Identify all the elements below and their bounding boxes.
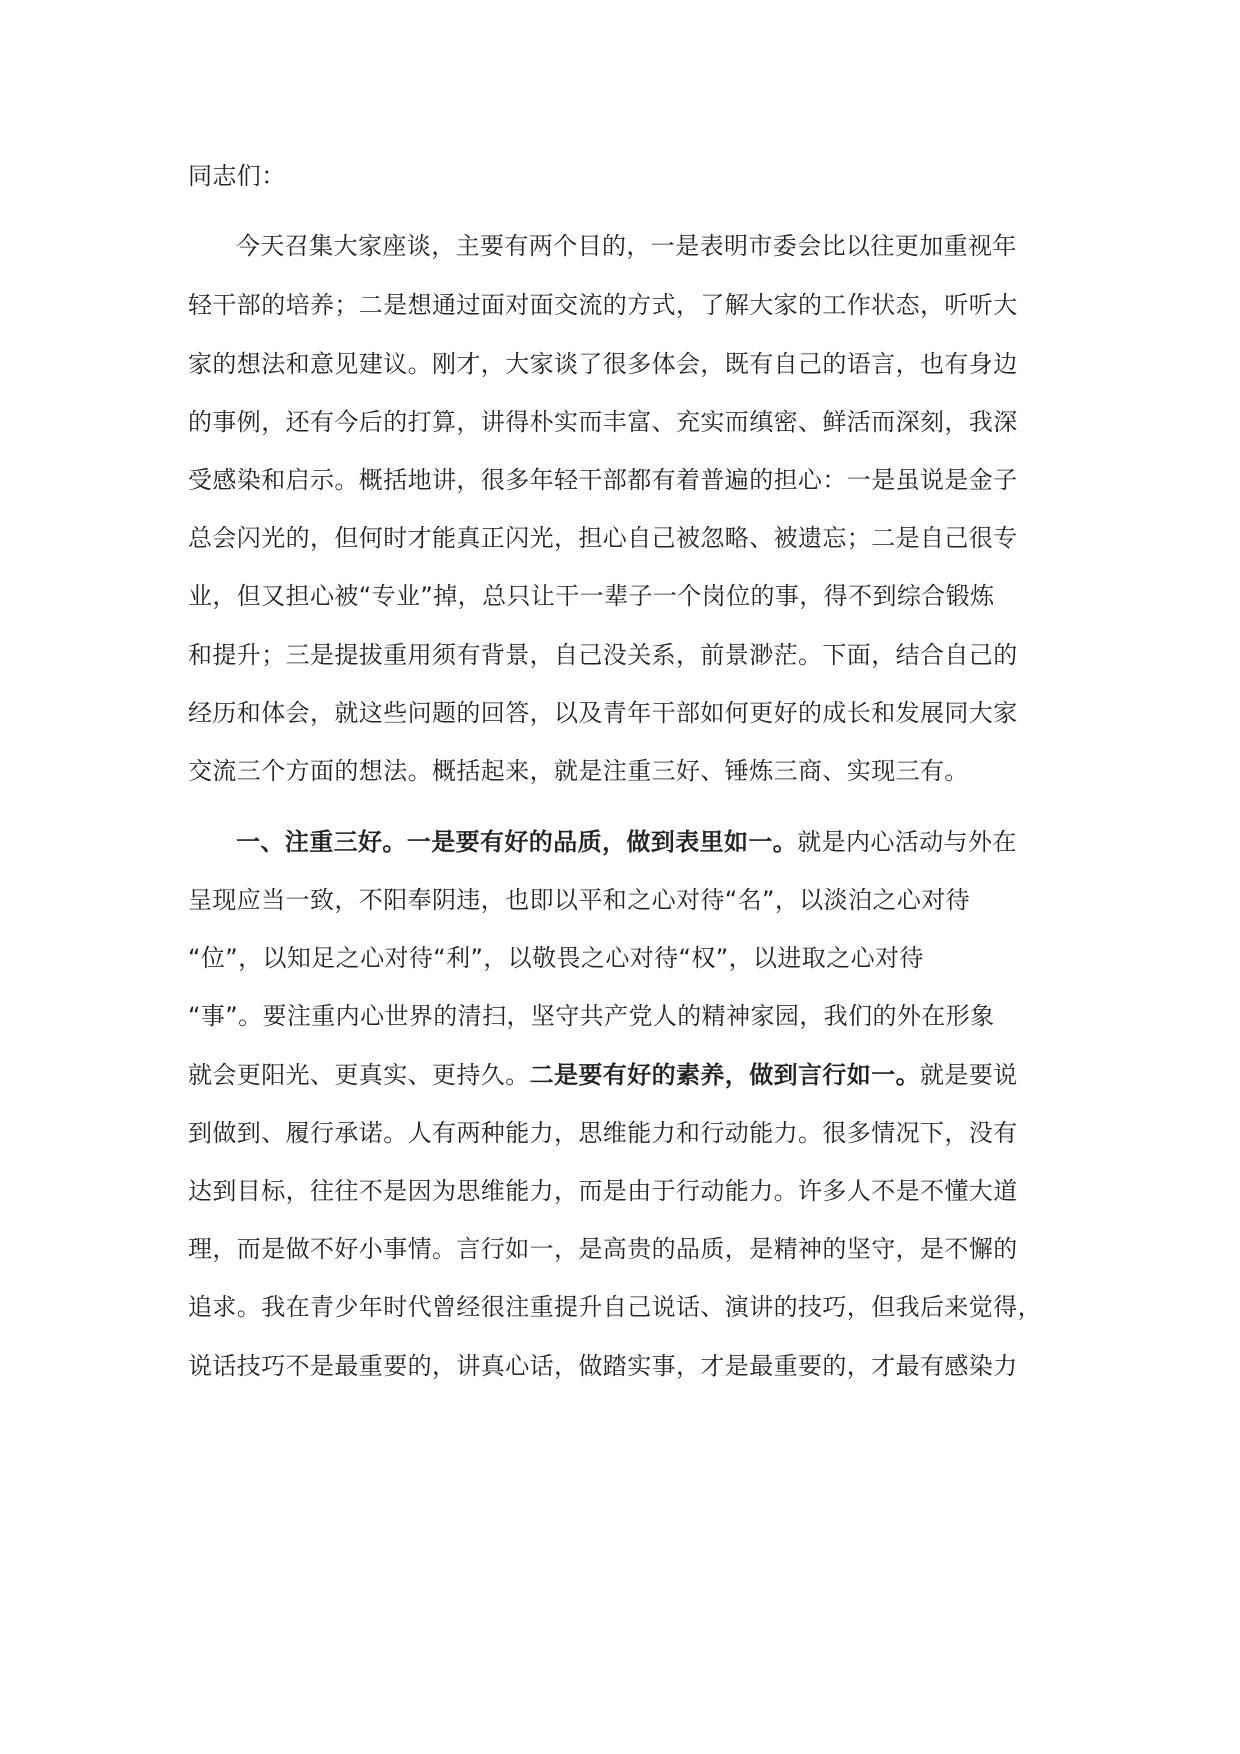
paragraph-2-line-6: 到做到、履行承诺。人有两种能力，思维能力和行动能力。很多情况下，没有: [188, 1119, 1018, 1147]
paragraph-1-line-7: 业，但又担心被“专业”掉，总只让干一辈子一个岗位的事，得不到综合锻炼: [188, 582, 995, 610]
point-two-bold: 二是要有好的素养，做到言行如一。: [529, 1061, 921, 1089]
paragraph-2-line-4: “事”。要注重内心世界的清扫，坚守共产党人的精神家园，我们的外在形象: [188, 1002, 995, 1030]
paragraph-1-line-10: 交流三个方面的想法。概括起来，就是注重三好、锤炼三商、实现三有。: [188, 757, 969, 785]
paragraph-2-line-10: 说话技巧不是最重要的，讲真心话，做踏实事，才是最重要的，才最有感染力: [188, 1352, 1018, 1380]
paragraph-2-line-5: [188, 1057, 1068, 1093]
paragraph-2-line-9: 追求。我在青少年时代曾经很注重提升自己说话、演讲的技巧，但我后来觉得，: [188, 1293, 1042, 1321]
paragraph-1-line-8: 和提升；三是提拔重用须有背景，自己没关系，前景渺茫。下面，结合自己的: [188, 641, 1018, 669]
paragraph-1-line-3: 家的想法和意见建议。刚才，大家谈了很多体会，既有自己的语言，也有身边: [188, 350, 1018, 378]
paragraph-1-line-4: 的事例，还有今后的打算，讲得朴实而丰富、充实而缜密、鲜活而深刻，我深: [188, 408, 1018, 436]
paragraph-2-line-5-post: 就是要说: [920, 1061, 1018, 1089]
salutation: 同志们：: [188, 162, 286, 190]
paragraph-1-line-6: 总会闪光的，但何时才能真正闪光，担心自己被忽略、被遗忘；二是自己很专: [188, 524, 1018, 552]
paragraph-2-line-7: 达到目标，往往不是因为思维能力，而是由于行动能力。许多人不是不懂大道: [188, 1177, 1018, 1205]
paragraph-1-line-5: 受感染和启示。概括地讲，很多年轻干部都有着普遍的担心：一是虽说是金子: [188, 466, 1018, 494]
paragraph-1-line-2: 轻干部的培养；二是想通过面对面交流的方式，了解大家的工作状态，听听大: [188, 291, 1018, 319]
paragraph-2-line-5-pre: 就会更阳光、更真实、更持久。: [188, 1061, 530, 1089]
paragraph-2-line-8: 理，而是做不好小事情。言行如一，是高贵的品质，是精神的坚守，是不懈的: [188, 1235, 1018, 1263]
paragraph-2-line-3: “位”，以知足之心对待“利”，以敬畏之心对待“权”，以进取之心对待: [188, 944, 924, 972]
paragraph-1-line-9: 经历和体会，就这些问题的回答，以及青年干部如何更好的成长和发展同大家: [188, 699, 1018, 727]
section-heading-bold: 一、注重三好。一是要有好的品质，做到表里如一。: [236, 828, 798, 856]
paragraph-2-line-2: 呈现应当一致，不阳奉阴违，也即以平和之心对待“名”，以淡泊之心对待: [188, 886, 971, 914]
paragraph-2-line-1: [236, 824, 1068, 860]
paragraph-2-line-1-text: 就是内心活动与外在: [797, 828, 1017, 856]
paragraph-1-line-1: 今天召集大家座谈，主要有两个目的，一是表明市委会比以往更加重视年: [236, 232, 1017, 260]
